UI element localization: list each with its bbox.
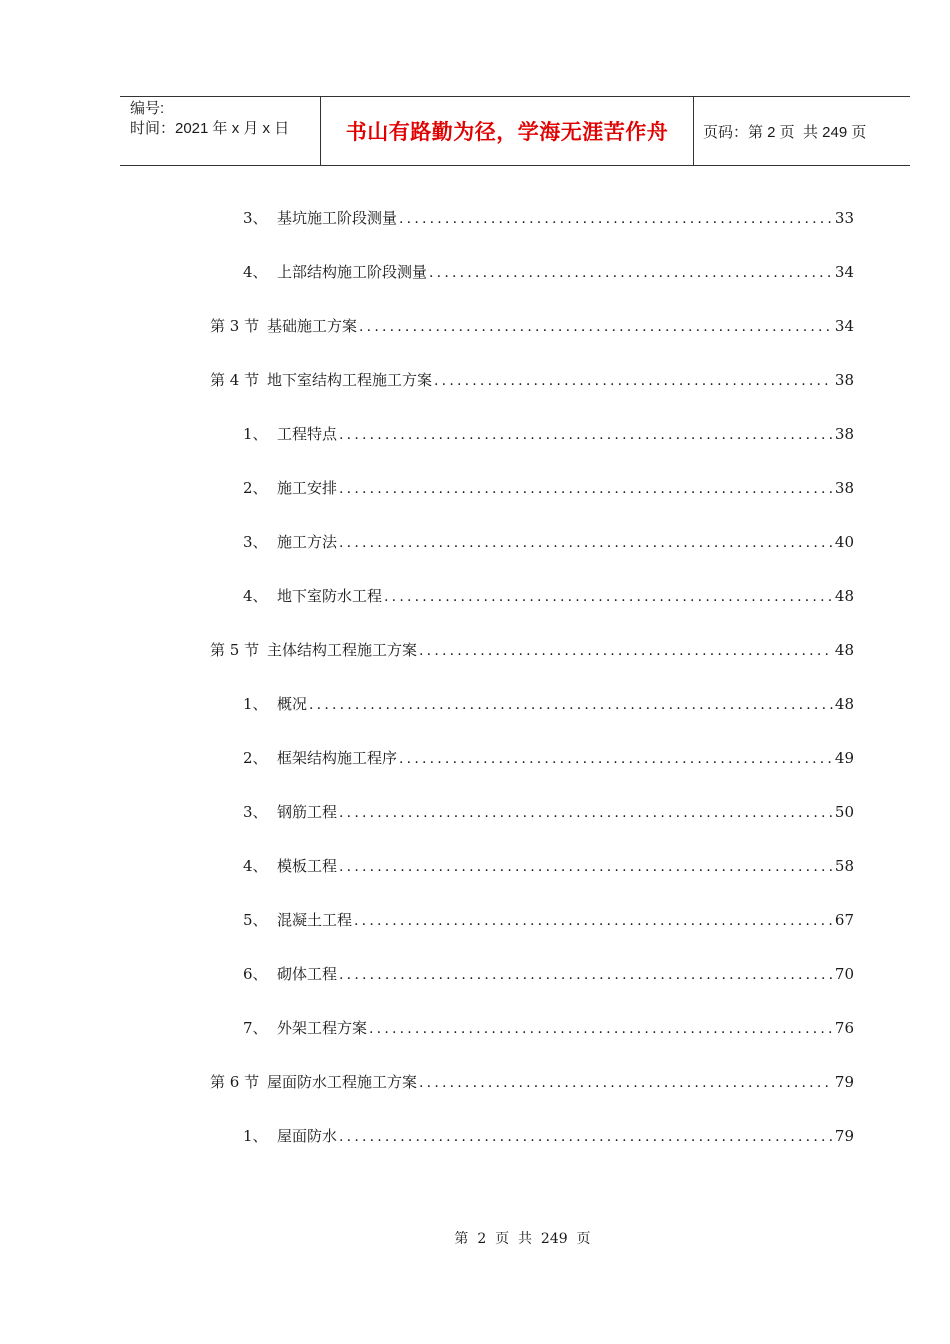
- toc-entry-page: 38: [834, 425, 854, 443]
- toc-entry[interactable]: [243, 801, 854, 823]
- toc-entry[interactable]: [243, 423, 854, 445]
- toc-leader-dots: [399, 748, 833, 770]
- toc-entry-page: 49: [834, 749, 854, 767]
- toc-entry-page: 67: [834, 911, 854, 929]
- toc-leader-dots: [339, 1126, 833, 1148]
- toc-entry-number: 6、: [243, 965, 268, 983]
- toc-entry-number: 5、: [243, 911, 268, 929]
- toc-entry[interactable]: [243, 855, 854, 877]
- toc-entry-title: 外架工程方案: [277, 1019, 368, 1037]
- toc-entry-page: 34: [834, 317, 854, 335]
- toc-entry[interactable]: [243, 693, 854, 715]
- toc-leader-dots: [354, 910, 833, 932]
- toc-entry[interactable]: [210, 1071, 854, 1093]
- toc-entry[interactable]: [243, 531, 854, 553]
- toc-entry-number: 第 4 节: [210, 371, 260, 389]
- toc-leader-dots: [339, 424, 833, 446]
- toc-entry-title: 框架结构施工程序: [277, 749, 398, 767]
- toc-entry-page: 79: [834, 1127, 854, 1145]
- toc-entry-number: 3、: [243, 803, 268, 821]
- date-label: 时间：2021 年 x 月 x 日: [130, 120, 290, 137]
- toc-entry-number: 2、: [243, 749, 268, 767]
- toc-leader-dots: [359, 316, 833, 338]
- toc-entry-title: 主体结构工程施工方案: [267, 641, 418, 659]
- toc-leader-dots: [419, 1072, 833, 1094]
- toc-entry-title: 钢筋工程: [277, 803, 338, 821]
- toc-leader-dots: [339, 478, 833, 500]
- toc-entry-title: 地下室结构工程施工方案: [267, 371, 433, 389]
- toc-entry[interactable]: [243, 207, 854, 229]
- toc-entry-title: 施工安排: [277, 479, 338, 497]
- toc-entry-number: 3、: [243, 533, 268, 551]
- toc-entry[interactable]: [243, 963, 854, 985]
- toc-entry-page: 40: [834, 533, 854, 551]
- toc-entry-number: 1、: [243, 1127, 268, 1145]
- toc-entry-title: 工程特点: [277, 425, 338, 443]
- toc-entry-title: 混凝土工程: [277, 911, 353, 929]
- toc-leader-dots: [384, 586, 833, 608]
- toc-entry[interactable]: [210, 639, 854, 661]
- toc-entry[interactable]: [243, 1125, 854, 1147]
- toc-leader-dots: [339, 964, 833, 986]
- toc-leader-dots: [339, 802, 833, 824]
- header-page-cell: [694, 97, 910, 165]
- toc-leader-dots: [399, 208, 833, 230]
- toc-entry[interactable]: [210, 369, 854, 391]
- toc-entry[interactable]: [243, 1017, 854, 1039]
- header-page-info: 页码：第 2 页 共 249 页: [703, 123, 867, 141]
- toc-entry-number: 1、: [243, 425, 268, 443]
- toc-leader-dots: [339, 856, 833, 878]
- toc-entry-page: 38: [834, 479, 854, 497]
- toc-entry-number: 4、: [243, 263, 268, 281]
- toc-entry-page: 58: [834, 857, 854, 875]
- toc-entry-title: 概况: [277, 695, 308, 713]
- toc-entry[interactable]: [243, 909, 854, 931]
- toc-entry-page: 48: [834, 587, 854, 605]
- toc-entry-number: 4、: [243, 587, 268, 605]
- toc-entry-title: 地下室防水工程: [277, 587, 383, 605]
- toc-entry-page: 48: [834, 695, 854, 713]
- toc-entry-title: 模板工程: [277, 857, 338, 875]
- toc-entry[interactable]: [243, 585, 854, 607]
- toc-entry-number: 第 5 节: [210, 641, 260, 659]
- toc-entry[interactable]: [243, 261, 854, 283]
- toc-entry-number: 第 3 节: [210, 317, 260, 335]
- toc-entry-number: 7、: [243, 1019, 268, 1037]
- toc-entry-page: 50: [834, 803, 854, 821]
- serial-number-label: 编号:: [130, 100, 165, 117]
- toc-entry-title: 施工方法: [277, 533, 338, 551]
- toc-entry-title: 基础施工方案: [267, 317, 358, 335]
- toc-entry-number: 4、: [243, 857, 268, 875]
- toc-entry-number: 第 6 节: [210, 1073, 260, 1091]
- toc-leader-dots: [429, 262, 833, 284]
- slogan-text: 书山有路勤为径，学海无涯苦作舟: [345, 120, 669, 144]
- toc-entry-title: 屋面防水: [277, 1127, 338, 1145]
- toc-entry-number: 3、: [243, 209, 268, 227]
- footer-page-number: 第 2 页 共 249 页: [454, 1231, 591, 1247]
- toc-entry[interactable]: [243, 747, 854, 769]
- toc-entry-page: 34: [834, 263, 854, 281]
- page-header: [120, 96, 910, 166]
- toc-entry-number: 2、: [243, 479, 268, 497]
- toc-entry-page: 76: [834, 1019, 854, 1037]
- toc-entry-title: 基坑施工阶段测量: [277, 209, 398, 227]
- toc-leader-dots: [434, 370, 833, 392]
- toc-leader-dots: [419, 640, 833, 662]
- toc-entry-page: 48: [834, 641, 854, 659]
- toc-leader-dots: [309, 694, 833, 716]
- toc-entry-title: 屋面防水工程施工方案: [267, 1073, 418, 1091]
- toc-entry-page: 38: [834, 371, 854, 389]
- toc-entry-title: 砌体工程: [277, 965, 338, 983]
- toc-entry-number: 1、: [243, 695, 268, 713]
- toc-entry-page: 79: [834, 1073, 854, 1091]
- toc-entry-title: 上部结构施工阶段测量: [277, 263, 428, 281]
- toc-leader-dots: [369, 1018, 833, 1040]
- toc-leader-dots: [339, 532, 833, 554]
- header-meta-cell: [120, 97, 321, 165]
- header-slogan-cell: [321, 97, 694, 165]
- toc-entry-page: 70: [834, 965, 854, 983]
- toc-entry-page: 33: [834, 209, 854, 227]
- page-footer: [0, 1228, 950, 1248]
- toc-entry[interactable]: [243, 477, 854, 499]
- toc-entry[interactable]: [210, 315, 854, 337]
